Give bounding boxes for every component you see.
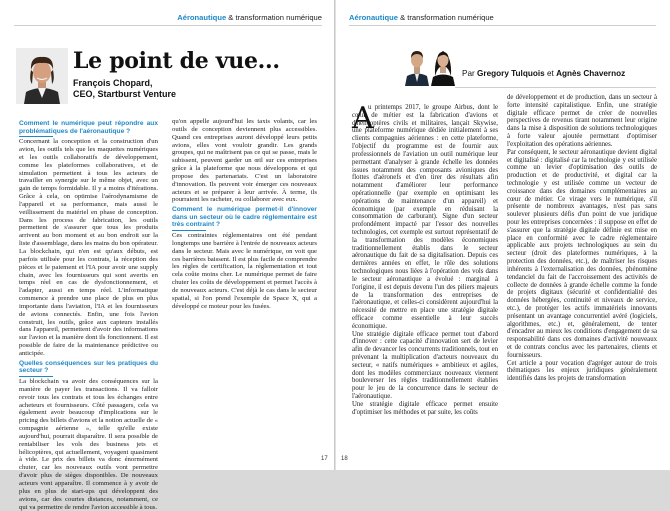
drop-cap: A xyxy=(352,101,374,136)
question-heading: Comment le numérique peut répondre aux problématiques de l'aéronautique ? xyxy=(19,118,158,137)
author-photo-1 xyxy=(404,46,430,86)
article-title: Le point de vue... xyxy=(73,48,280,74)
left-page xyxy=(0,0,334,511)
header-rule-left xyxy=(14,25,322,26)
page-number-right: 18 xyxy=(341,456,348,462)
left-column-2 xyxy=(172,118,317,318)
question-heading: Quelles conséquences sur les pratiques du secteur ? xyxy=(19,358,158,377)
answer-paragraph: qu'on appelle aujourd'hui les taxis volants, car les outils de conception deviennent plus accessibles. Quand ces entreprises auront développé leurs petits avions, elles vont vouloir grandir. Les grands groupes, qui ne maîtrisent pas ce qui se passe, mais le subissent, peuvent garder un œil sur ces entreprises grâce à la plateforme que nous développons et qui propose des partenariats. C'est un laboratoire d'innovation. Ils peuvent voir émerger ces nouveaux acteurs et se préparer à leur arrivée. À terme, ils pourraient les racheter, ou collaborer avec eux. xyxy=(172,118,317,204)
answer-paragraph: Concernant la conception et la construction d'un avion, les outils tels que les maquettes numériques et les outils collaboratifs de développement, comme les plateformes collaboratives, et de simulation permettent à tous les acteurs de travailler en synergie sur le même objet, avec un gain de temps formidable. Il y a moins d'itérations. Grâce à cela, on optimise l'aérodynamisme de l'appareil et sa performance, mais aussi le veillissement du matériel en phase de conception. Dans les process de fabrication, les outils permettent de s'assurer que tous les produits arrivent au bon moment et au bon endroit sur la liste d'assemblage, dans les mains du bon opérateur. La blockchain, qui n'en est qu'aux débuts, est parfois utilisée pour les contrats, la réception des pièces et le paiement et l'IA pour avoir une supply chain, avec les fournisseurs qui sont avertis en temps réel en cas de dysfonctionnement, et l'adapter, aussi en temps réel. L'informatique commence à prendre une place de plus en plus importante dans l'aviation, l'IA et les fournisseurs de avions connectés. Enfin, une fois l'avion construit, les outils, grâce aux capteurs installés dans l'appareil, permettent d'avoir des informations sur l'avion et la manière dont ils fonctionnent. Il est possible de faire de la maintenance prédictive ou anticipée. xyxy=(19,138,158,357)
running-head-right: Aéronautique & transformation numérique xyxy=(349,13,494,22)
running-head-left: Aéronautique & transformation numérique xyxy=(177,13,322,22)
paragraph-revenue: de développement et de production, dans un secteur à forte intensité capitalistique. Enfin, une stratégie digitale efficace permet de créer de nouvelles perspectives de revenus tirant notamment leur origine dans la mise à disposition de solutions technologiques à forte valeur ajoutée permettant d'optimiser l'exploitation des opérations aériennes. xyxy=(507,94,657,148)
interviewee-credit xyxy=(73,78,176,100)
byline: Par Gregory Tulquois et Agnès Chavernoz xyxy=(462,69,626,78)
paragraph-article-goal: Cet article a pour vocation d'agréger autour de trois thématiques les enjeux juridiques généralement identifiés dans les projets de transformation xyxy=(507,359,657,383)
author-2-name: Agnès Chavernoz xyxy=(556,69,626,78)
left-column-1 xyxy=(19,118,158,511)
author-1-name: Gregory Tulquois xyxy=(477,69,545,78)
paragraph-optimisation: Une stratégie digitale efficace permet ensuite d'optimiser les méthodes et par suite, les coûts xyxy=(352,400,498,416)
right-column-1 xyxy=(352,101,498,454)
byline-rule xyxy=(455,87,656,88)
paragraph-innovation: Une stratégie digitale efficace permet tout d'abord d'innover : cette capacité d'innovation sert de levier afin de devancer les concurrents traditionnels, tout en prévenant la multiplication d'acteurs nouveaux du secteur, « natifs numériques » ambitieux et agiles, dont les modèles commerciaux nouveaux viennent bouleverser les règles traditionnellement établies pour le jeu de la concurrence dans le secteur de l'aéronautique. xyxy=(352,330,498,401)
intro-paragraph: u printemps 2017, le groupe Airbus, dont le cœur de métier est la fabrication d'avions et d'hélicoptères civils et militaires, lançait Skywise, une plateforme numérique dédiée initialement à ses clients compagnies aériennes : en cette plateforme, l'objectif du programme est de fournir aux professionnels de l'aviation un outil numérique leur permettant d'analyser à grande échelle les données issues notamment des composants avioniques des flottes d'aéronefs et d'en tirer des résultats afin notamment d'améliorer leur performance opérationnelle (par exemple en optimisant les opérations de maintenance d'un appareil) et économique (par exemple en réduisant la consommation de carburant). Signe d'un secteur profondément impacté par l'essor des nouvelles technologies, cet exemple est surtout représentatif de la transformation des modèles économiques traditionnellement établis dans le secteur aéronautique du fait de sa digitalisation. Depuis ces dernières années en effet, le rôle des solutions technologiques nous liées à l'opération des vols dans le secteur aéronautique a évolué : marginal à l'origine, il est depuis devenu l'un des piliers majeurs de la transformation des entreprises de l'aéronautique, et celles-ci considèrent aujourd'hui la nécessité de mettre en place une stratégie digitale efficace comme essentielle à leur succès économique. xyxy=(352,104,498,330)
author-portrait xyxy=(16,48,68,104)
author-photo-2 xyxy=(430,46,456,86)
answer-paragraph: La blockchain va avoir des conséquences sur la manière de payer les transactions. Il va falloir revoir tous les contrats et tous les échanges entre acheteurs et fournisseurs. Côté passagers, cela va également avoir beaucoup d'implications sur le pricing des billets d'avions et la notion actuelle de « compagnie aérienne », telle qu'elle existe aujourd'hui, pourrait disparaître. Il sera possible de rentabiliser les vols des business jets et hélicoptères, qui actuellement, voyagent quasiment à vide. Le prix des billets va donc énormément chuter, car les nouveaux outils vont permettre d'avoir plus de sièges disponibles. De nouveaux acteurs vont apparaître. Il commence à y avoir de plus en plus de start-ups qui développent des avions, car des courtes distances, notamment, ce qui va permettre de rendre l'avion accessible à tous. xyxy=(19,378,158,511)
page-number-left: 17 xyxy=(321,456,328,462)
right-page xyxy=(336,0,670,470)
author-name: François Chopard, xyxy=(73,78,153,88)
answer-paragraph: Ces contraintes réglementaires ont été pendant longtemps une barrière à l'entrée de nouveaux acteurs dans le secteur. Mais avec le numérique, on voit que ces barrières baissent. Il est plus facile de comprendre les règles de certification, la réglementation et tout cela coûte moins cher. Le numérique permet de faire chuter les coûts de développement et permet l'accès à de nouveaux acteurs. C'est déjà le cas dans le secteur spatial, si l'on prend l'exemple de Space X, qui a développé ce moteur pour les fusées. xyxy=(172,232,317,310)
paragraph-consequence: Par conséquent, le secteur aéronautique devient digital et digitalisé : digitalisé car la technologie y est utilisée comme un levier d'optimisation des outils de production et de productivité, et digital car la technologie y est utilisée comme un vecteur de croissance dans des domaines complémentaires au cœur de métier. Ce virage vers le numérique, s'il présente de nombreux avantages, n'est pas sans soulever plusieurs défis d'un point de vue juridique pour les entreprises concernées : il suppose en effet de s'assurer que la stratégie digitale définie est mise en place en conformité avec le cadre réglementaire applicable aux projets technologiques au sein du secteur (droit des plateformes numériques, à la protection des données, etc.), de maîtriser les risques inhérents à l'externalisation des données, phénomène tendanciel du fait de l'accroissement des activités de collecte de données à grande échelle comme la fonde de projets digitaux (sécurité et confidentialité des données hébergées, continuité et niveaux de service, etc.), de protéger les actifs immatériels innovants présentant un avantage concurrentiel avéré (logiciels, algorithmes, etc.) et, généralement, de tenter d'encadrer au mieux les conditions d'engagement de sa responsabilité dans ces domaines d'activité nouveaux et de contrats conclus avec les partenaires, clients et fournisseurs. xyxy=(507,148,657,359)
author-role: CEO, Startburst Venture xyxy=(73,89,177,99)
question-heading: Comment le numérique permet-il d'innover dans un secteur où le cadre réglementaire est très contraint ? xyxy=(172,204,317,231)
header-rule-right xyxy=(349,25,656,26)
right-column-2 xyxy=(507,94,657,454)
